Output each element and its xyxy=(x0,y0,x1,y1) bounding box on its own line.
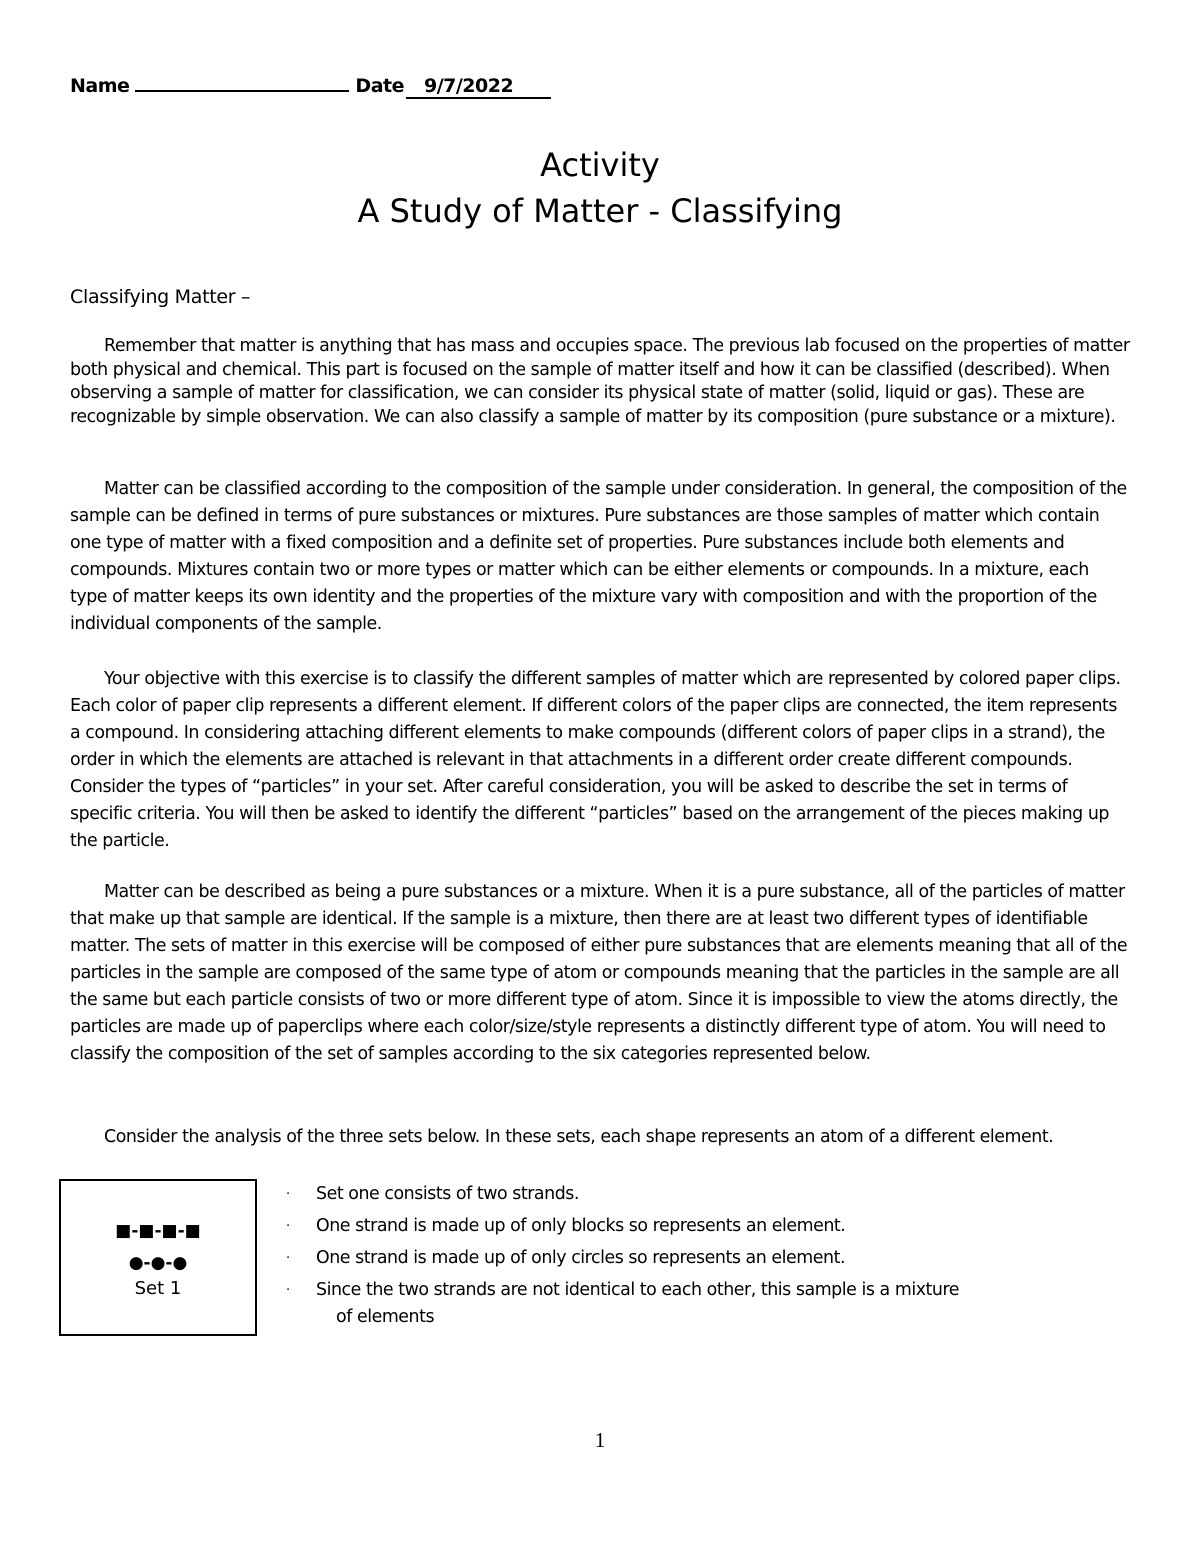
header-line xyxy=(70,72,551,99)
list-item-continuation: of elements xyxy=(336,1307,435,1327)
paragraph-4: Matter can be described as being a pure substances or a mixture. When it is a pure substance, all of the particles of matter that make up that sample are identical. If the sample is a mixture, then there are at least two different types of identifiable matter. The sets of matter in this exercise will be composed of either pure substances that are elements meaning that all of the particles in the sample are composed of the same type of atom or compounds meaning that the particles in the sample are all the same but each particle consists of two or more different type of atom. Since it is impossible to view the atoms directly, the particles are made up of paperclips where each color/size/style represents a distinctly different type of atom. You will need to classify the composition of the set of samples according to the six categories represented below. xyxy=(70,882,1128,1064)
date-value: 9/7/2022 xyxy=(406,75,551,99)
set-1-box xyxy=(59,1179,257,1336)
paragraph-5: Consider the analysis of the three sets below. In these sets, each shape represents an atom of a different element. xyxy=(104,1127,1054,1147)
list-item xyxy=(286,1245,1146,1272)
paragraph-3: Your objective with this exercise is to classify the different samples of matter which are represented by colored paper clips. Each color of paper clip represents a different element. If different colors of the paper clips are connected, the item represents a compound. In considering attaching different elements to make compounds (different colors of paper clips in a strand), the order in which the elements are attached is relevant in that attachments in a different order create different compounds. Consider the types of “particles” in your set. After careful consideration, you will be asked to describe the set in terms of specific criteria. You will then be asked to identify the different “particles” based on the arrangement of the pieces making up the particle. xyxy=(70,669,1121,851)
list-item-text: One strand is made up of only blocks so represents an element. xyxy=(316,1216,846,1236)
bullet-icon: · xyxy=(286,1187,290,1202)
bullet-icon: · xyxy=(286,1219,290,1234)
name-label: Name xyxy=(70,75,130,97)
list-item-text: One strand is made up of only circles so represents an element. xyxy=(316,1248,846,1268)
title-line-1: Activity xyxy=(540,146,660,184)
date-label: Date xyxy=(355,75,404,97)
circle-strand: ●-●-● xyxy=(128,1253,188,1273)
paragraph-1: Remember that matter is anything that has mass and occupies space. The previous lab focused on the properties of matter both physical and chemical. This part is focused on the sample of matter itself and how it can be classified (described). When observing a sample of matter for classification, we can consider its physical state of matter (solid, liquid or gas). These are recognizable by simple observation. We can also classify a sample of matter by its composition (pure substance or a mixture). xyxy=(70,336,1130,427)
list-item xyxy=(286,1213,1146,1240)
list-item-text: Since the two strands are not identical to each other, this sample is a mixture xyxy=(316,1280,960,1300)
section-heading: Classifying Matter – xyxy=(70,286,251,308)
title-block xyxy=(0,142,1200,234)
list-item-text: Set one consists of two strands. xyxy=(316,1184,579,1204)
list-item xyxy=(286,1277,1146,1331)
paragraph-2: Matter can be classified according to the composition of the sample under consideration. In general, the composition of the sample can be defined in terms of pure substances or mixtures. Pure substances are those samples of matter which contain one type of matter with a fixed composition and a definite set of properties. Pure substances include both elements and compounds. Mixtures contain two or more types or matter which can be either elements or compounds. In a mixture, each type of matter keeps its own identity and the properties of the mixture vary with composition and with the proportion of the individual components of the sample. xyxy=(70,479,1127,634)
name-blank-line xyxy=(135,72,349,92)
block-strand: ■-■-■-■ xyxy=(115,1221,201,1241)
bullet-icon: · xyxy=(286,1283,290,1298)
title-line-2: A Study of Matter - Classifying xyxy=(357,192,843,230)
page-number: 1 xyxy=(594,1428,606,1452)
list-item xyxy=(286,1181,1146,1208)
set-1-label: Set 1 xyxy=(134,1278,182,1299)
bullet-icon: · xyxy=(286,1251,290,1266)
set-1-analysis-list xyxy=(286,1181,1146,1336)
